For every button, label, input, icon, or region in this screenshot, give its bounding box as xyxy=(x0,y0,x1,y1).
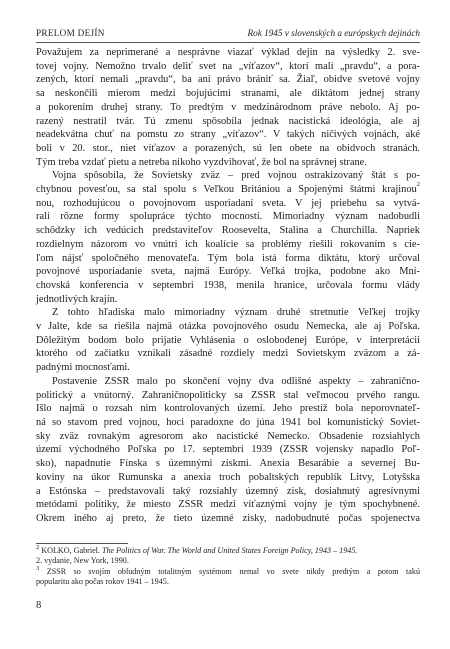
text-line: Postavenie ZSSR malo po skončení vojny dva odlišné aspekty – zahranično- xyxy=(52,375,420,387)
text-line: sky zväz rovnakým agresorom ako nacistické Nemecko. Obsadenie rozsiahlych xyxy=(36,430,420,442)
text-line: schôdzky ich vedúcich predstaviteľov Roosevelta, Stalina a Churchilla. Napriek xyxy=(36,225,420,237)
header-section-title: PRELOM DEJÍN xyxy=(36,28,105,38)
text-line: Z tohto hľadiska malo mimoriadny význam druhé stretnutie Veľkej trojky xyxy=(52,307,420,319)
text-line: rali rôzne formy spolupráce týchto mocností. Mimoriadny význam nadobudli xyxy=(36,211,420,223)
text-line: metódami politiky, že miesto ZSSR medzi víťaznými vojny je tým spochybnené. xyxy=(36,499,420,511)
footnote-title: The Politics of War. The World and United States Foreign Policy, 1943 – 1945. xyxy=(101,546,358,555)
text-line: boli v 20. stor., niet víťazov a porazených, sú len obete na obidvoch stranách. xyxy=(36,142,420,154)
text-line: a pokorením druhej strany. To predtým v medzinárodnom práve nebolo. Aj po- xyxy=(36,101,420,113)
footnote-3-continued: popularitu ako počas rokov 1941 – 1945. xyxy=(36,577,169,587)
text-line: koviny na úkor Rumunska a anexia troch pobaltských republík Litvy, Lotyšska xyxy=(36,471,420,483)
footnote-text: ZSSR so svojím obludným totalitným systémom nemal vo svete nikdy predtým a potom takú xyxy=(46,566,420,576)
text-line: neadekvátna chuť na pomstu zo strany „víťazov“. V takých ničivých vojnách, aké xyxy=(36,129,420,141)
text-line: v Jalte, kde sa riešila najmä otázka povojnového osudu Nemecka, ale aj Poľska. xyxy=(36,321,420,333)
text-line: politický a vnútorný. Zahraničnopoliticky sa ZSSR stal veľmocou prvého rangu. xyxy=(36,389,420,401)
page-number: 8 xyxy=(36,600,42,611)
text-line: Tým treba vzdať pietu a netreba nikoho vyzdvihovať, že bol na správnej strane. xyxy=(36,156,367,168)
text-line: tovej vojny. Nemožno trvalo deliť svet na „víťazov“, ktorí mali „pravdu“, a pora- xyxy=(36,60,420,72)
footnote-3 xyxy=(36,564,420,577)
text-line xyxy=(36,183,420,197)
footnote-number: 2 xyxy=(36,544,40,551)
footnote-2 xyxy=(36,546,420,556)
text-line: razený nestratil tvár. Tú zmenu spôsobila jednak nacistická ideológia, ale aj xyxy=(36,115,420,127)
paragraph-3 xyxy=(36,306,420,375)
text-line: území východného Poľska po 17. septembri 1939 (ZSSR vojensky napadlo Poľ- xyxy=(36,444,420,456)
text-line: Považujem za neprimerané a nesprávne viazať výklad dejín na výsledky 2. sve- xyxy=(36,47,420,58)
main-text xyxy=(36,46,420,526)
running-header xyxy=(36,24,420,43)
text-line: sko), napadnutie Fínska s územnými ziskmi. Anexia Besarábie a severnej Bu- xyxy=(36,458,420,470)
paragraph-2 xyxy=(36,169,420,306)
text-line: povojnové usporiadanie sveta, najmä Európy. Veľká trojka, podobne ako Mní- xyxy=(36,266,420,278)
text-line: Išlo najmä o rozsah nim kontrolovaných území. Jeho prestíž bola neporovnateľ- xyxy=(36,403,420,415)
header-book-title: Rok 1945 v slovenských a európskych dejinách xyxy=(247,28,420,38)
text-line: ná so stavom pred vojnou, hoci paradoxne do júna 1941 bol komunistický Soviet- xyxy=(36,416,420,428)
text-line: zených, ktorí nemali „pravdu“, ba ani právo brániť sa. Žiaľ, obidve svetové vojny xyxy=(36,74,420,86)
paragraph-1 xyxy=(36,46,420,169)
footnote-author: KOLKO, Gabriel. xyxy=(41,546,100,555)
text-line: ktorého od začiatku vznikali zásadné rozdiely medzi Sovietskym zväzom a zá- xyxy=(36,348,420,360)
footnotes xyxy=(36,546,420,588)
paragraph-4 xyxy=(36,375,420,526)
text-line: Okrem iného aj preto, že tieto územné zisky, nadobudnuté počas spojenectva xyxy=(36,512,420,524)
text-line: sa neskončili mierom medzi bojujúcimi stranami, ale diktátom jednej strany xyxy=(36,88,420,100)
footnote-divider xyxy=(36,543,128,544)
footnote-2-continued: 2. vydanie, New York, 1990. xyxy=(36,556,129,566)
text-line: chovská konferencia v septembri 1938, menila hranice, určovala formu vlády xyxy=(36,279,420,291)
footnote-number: 3 xyxy=(36,564,40,572)
text-line: Dôležitým bodom bolo prijatie Vyhlásenia o oslobodenej Európe, v interpretácii xyxy=(36,334,420,346)
text-line: nou, rozhodujúcou o povojnovom usporiadaní sveta. V jej priebehu sa vytvá- xyxy=(36,197,420,209)
text-line: a Estónska – predstavovali taký rozsiahly územný zisk, dosiahnutý agresívnymi xyxy=(36,485,420,497)
text-line: rozdielnym názorom vo vnútri ich koalície sa problémy riešili rokovaním s cie- xyxy=(36,238,420,250)
text-line-part: chybnou povesťou, sa stal spolu s Veľkou Britániou a Spojenými štátmi krajinou xyxy=(36,184,417,196)
text-line: padnými mocnosťami. xyxy=(36,362,130,374)
text-line: jednotlivých krajín. xyxy=(36,293,118,305)
text-line: ľom nájsť spoločného menovateľa. Tým bola istá forma diktátu, ktorý určoval xyxy=(36,252,420,264)
text-line: Vojna spôsobila, že Sovietsky zväz – pred vojnou ostrakizovaný štát s po- xyxy=(52,170,420,182)
footnote-marker: 2 xyxy=(416,181,420,189)
